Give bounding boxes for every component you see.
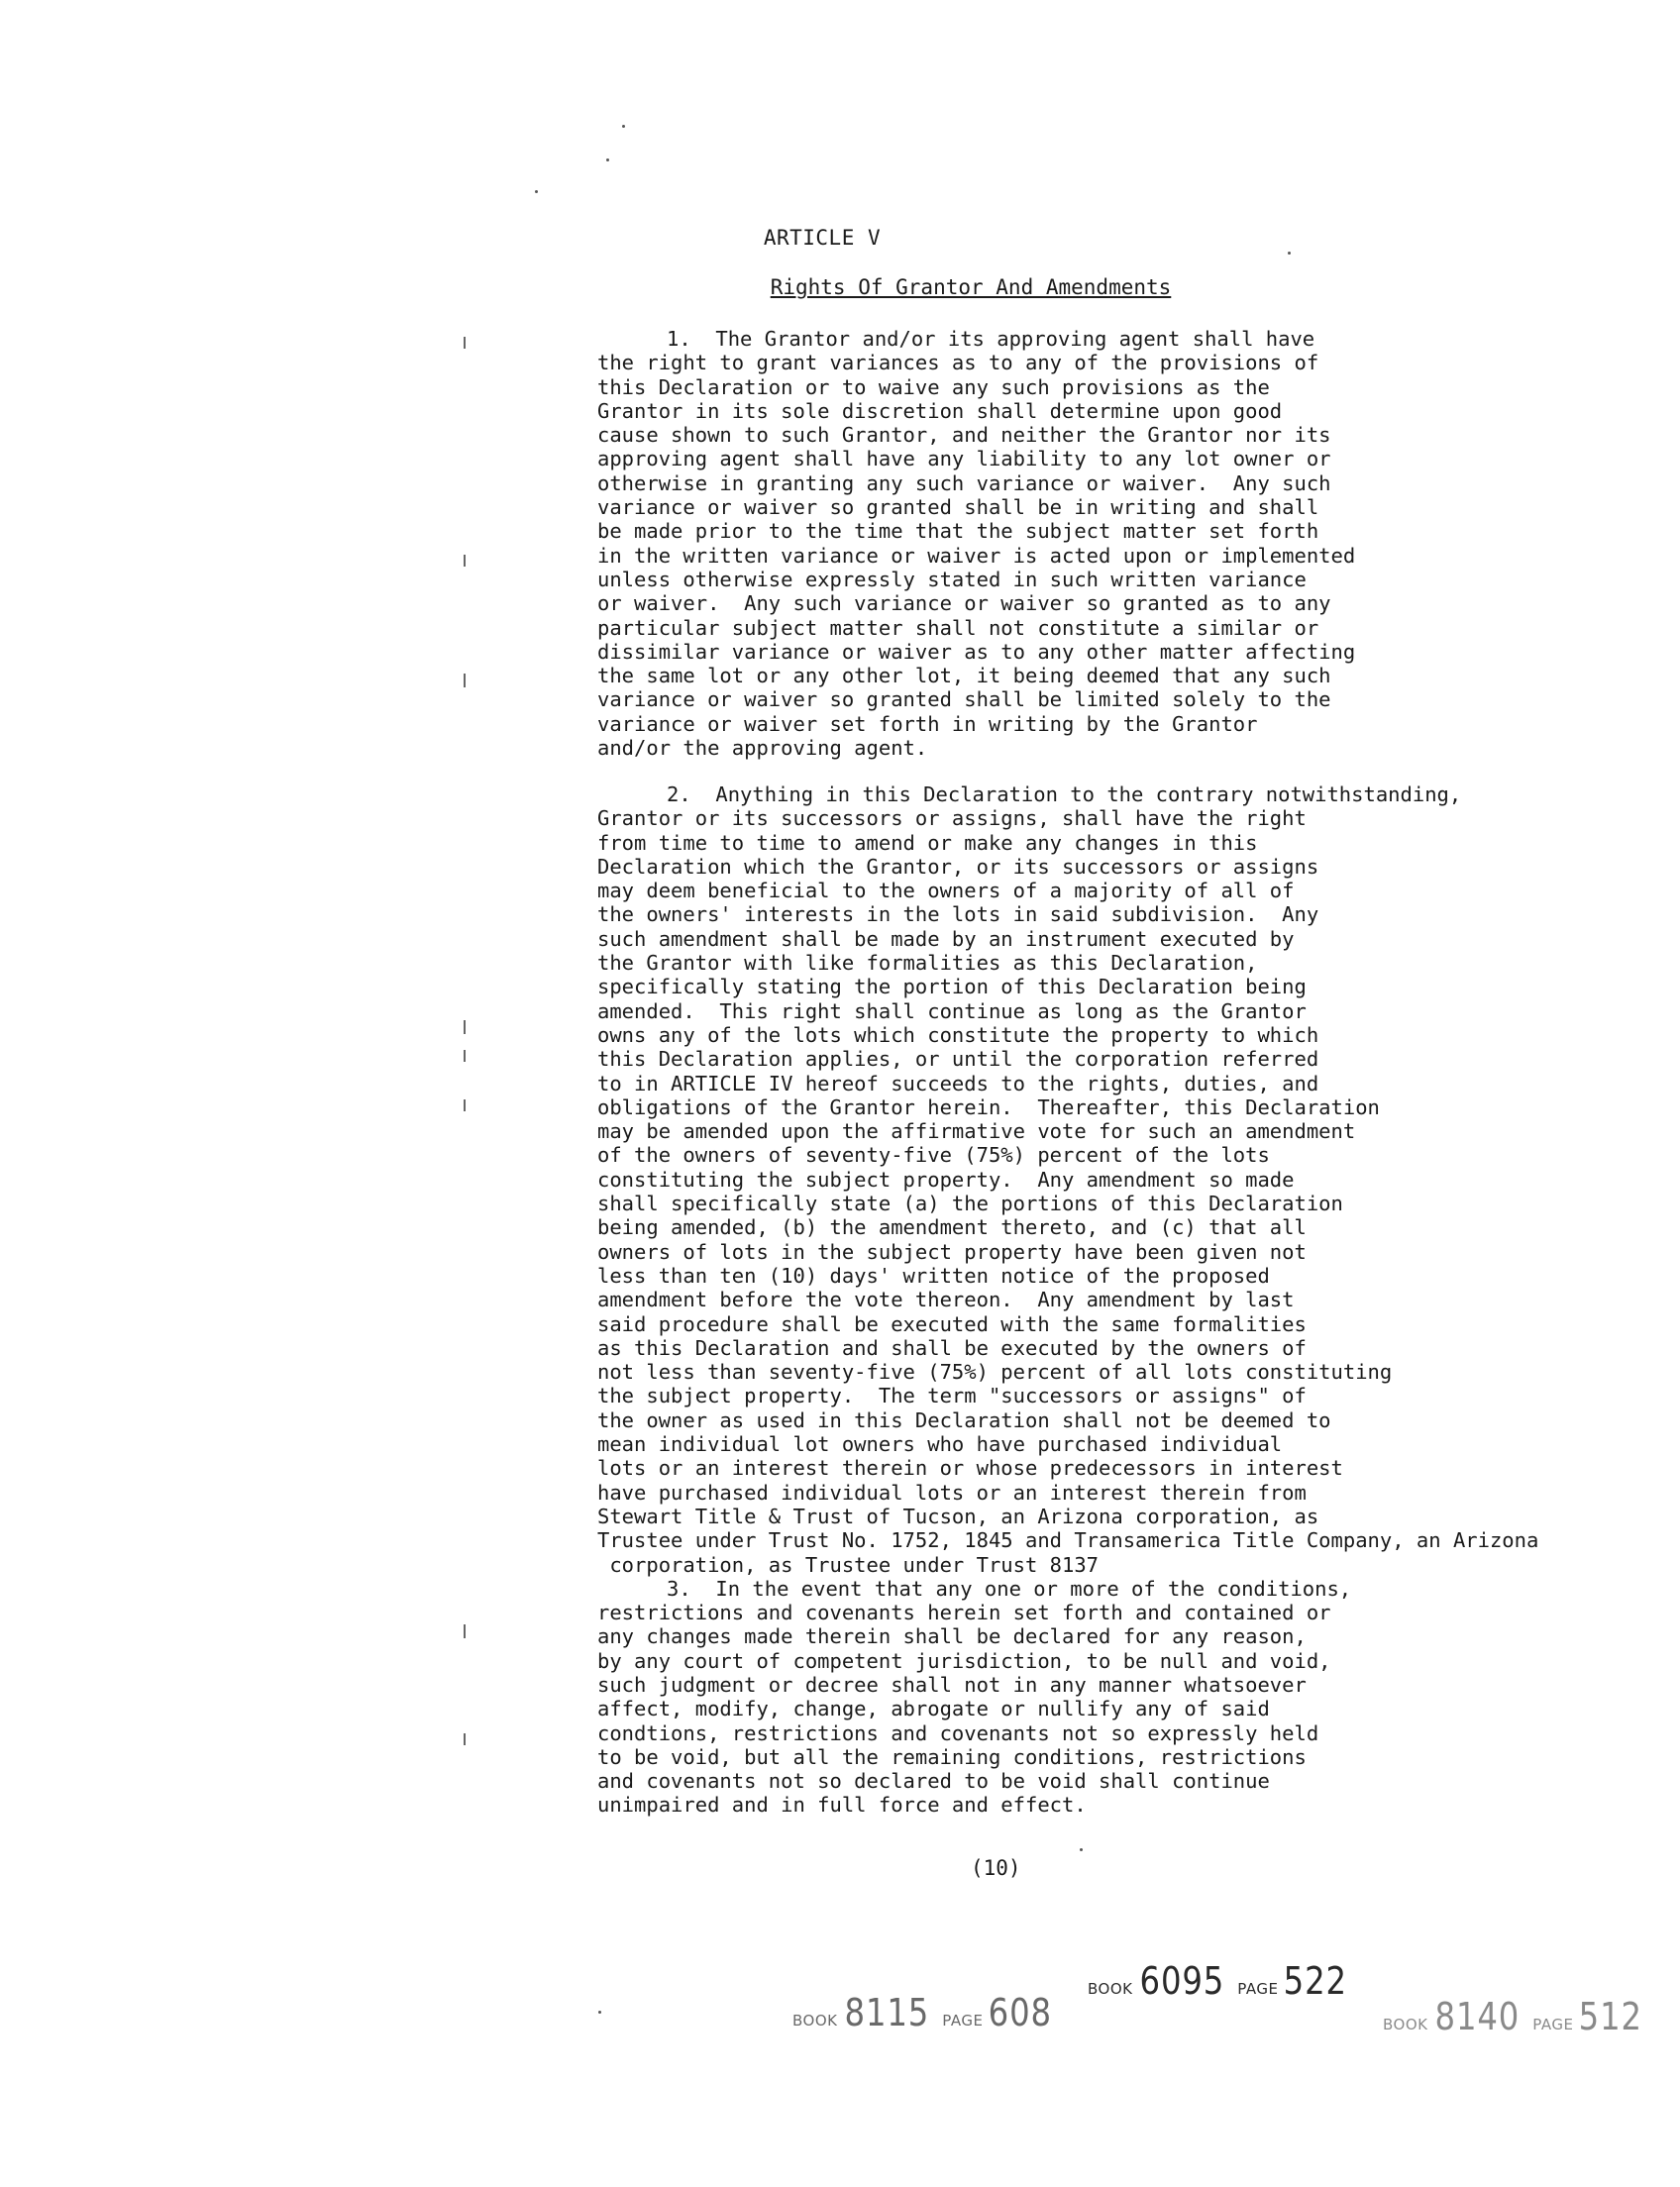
margin-mark (464, 674, 466, 687)
text-line: Grantor or its successors or assigns, shall have the right (597, 806, 1307, 831)
stamp-page-number: 512 (1579, 1995, 1643, 2038)
text-line: owns any of the lots which constitute the property to which (597, 1022, 1319, 1047)
margin-mark (464, 1624, 466, 1638)
text-line: 2. Anything in this Declaration to the contrary notwithstanding, (667, 782, 1462, 806)
stamp-book-number: 8115 (845, 1991, 930, 2034)
text-line: not less than seventy-five (75%) percent of all lots constituting (597, 1360, 1393, 1385)
text-line: condtions, restrictions and covenants not so expressly held (597, 1720, 1319, 1745)
text-line: the Grantor with like formalities as this Declaration, (597, 951, 1258, 976)
recording-stamp-1 (792, 1991, 1058, 2034)
paragraph-1 (597, 327, 1355, 760)
text-line: variance or waiver so granted shall be in writing and shall (597, 495, 1319, 520)
text-line: unimpaired and in full force and effect. (597, 1793, 1087, 1818)
stamp-page-number: 608 (989, 1991, 1053, 2034)
text-line: less than ten (10) days' written notice of the proposed (597, 1263, 1270, 1288)
text-line: such amendment shall be made by an instrument executed by (597, 926, 1295, 951)
stamp-page-prefix: PAGE (1532, 2016, 1574, 2033)
text-line: 3. In the event that any one or more of the conditions, (667, 1576, 1352, 1601)
text-line: may deem beneficial to the owners of a majority of all of (597, 879, 1295, 903)
text-line: as this Declaration and shall be executed by the owners of (597, 1335, 1307, 1360)
text-line: to in ARTICLE IV hereof succeeds to the rights, duties, and (597, 1071, 1319, 1095)
scan-speck (606, 158, 609, 161)
text-line: the same lot or any other lot, it being deemed that any such (597, 664, 1331, 688)
text-line: dissimilar variance or waiver as to any other matter affecting (597, 639, 1356, 664)
stamp-book-prefix: BOOK (1088, 1980, 1133, 1998)
stamp-page-prefix: PAGE (942, 2012, 984, 2030)
stamp-book-prefix: BOOK (792, 2012, 838, 2030)
text-line: such judgment or decree shall not in any manner whatsoever (597, 1672, 1307, 1697)
text-line: corporation, as Trustee under Trust 8137 (597, 1552, 1100, 1577)
text-line: have purchased individual lots or an interest therein from (597, 1480, 1307, 1505)
text-line: being amended, (b) the amendment thereto, and (c) that all (597, 1215, 1307, 1240)
text-line: any changes made therein shall be declared for any reason, (597, 1624, 1307, 1649)
text-line: cause shown to such Grantor, and neither the Grantor nor its (597, 423, 1331, 448)
text-line: be made prior to the time that the subject matter set forth (597, 519, 1319, 544)
text-line: amendment before the vote thereon. Any amendment by last (597, 1288, 1295, 1312)
recording-stamp-2 (1088, 1959, 1353, 2003)
text-line: constituting the subject property. Any amendment so made (597, 1167, 1295, 1192)
text-line: and/or the approving agent. (597, 736, 928, 761)
stamp-book-number: 6095 (1140, 1959, 1225, 2003)
scan-speck (1288, 252, 1291, 255)
text-line: specifically stating the portion of this Declaration being (597, 975, 1307, 999)
text-line: or waiver. Any such variance or waiver so granted as to any (597, 591, 1331, 616)
text-line: the owner as used in this Declaration shall not be deemed to (597, 1407, 1331, 1432)
text-line: Trustee under Trust No. 1752, 1845 and Transamerica Title Company, an Arizona (597, 1528, 1539, 1553)
stamp-page-number: 522 (1284, 1959, 1348, 2003)
paragraph-2 (597, 782, 1538, 1818)
scan-speck (535, 190, 538, 193)
text-line: Stewart Title & Trust of Tucson, an Arizona corporation, as (597, 1504, 1319, 1528)
text-line: the subject property. The term "successors or assigns" of (597, 1384, 1307, 1408)
text-line: owners of lots in the subject property have been given not (597, 1239, 1307, 1264)
article-heading: ARTICLE V (763, 226, 882, 250)
text-line: amended. This right shall continue as long as the Grantor (597, 998, 1307, 1023)
text-line: mean individual lot owners who have purchased individual (597, 1432, 1283, 1457)
article-subheading: Rights Of Grantor And Amendments (770, 275, 1172, 299)
stamp-book-number: 8140 (1435, 1995, 1521, 2038)
text-line: by any court of competent jurisdiction, to be null and void, (597, 1648, 1331, 1673)
text-line: the owners' interests in the lots in said subdivision. Any (597, 902, 1319, 927)
text-line: this Declaration applies, or until the corporation referred (597, 1047, 1319, 1072)
text-line: variance or waiver set forth in writing by the Grantor (597, 711, 1258, 736)
margin-mark (464, 1020, 466, 1034)
margin-mark (464, 1733, 466, 1745)
text-line: to be void, but all the remaining conditions, restrictions (597, 1744, 1307, 1769)
text-line: 1. The Grantor and/or its approving agent shall have (667, 327, 1315, 351)
margin-mark (464, 1050, 466, 1062)
text-line: shall specifically state (a) the portions of this Declaration (597, 1192, 1343, 1216)
margin-mark (464, 555, 466, 567)
stamp-page-prefix: PAGE (1237, 1980, 1279, 1998)
text-line: obligations of the Grantor herein. Thereafter, this Declaration (597, 1094, 1380, 1119)
scan-speck (598, 2011, 601, 2014)
text-line: the right to grant variances as to any of the provisions of (597, 351, 1319, 375)
text-line: variance or waiver so granted shall be limited solely to the (597, 687, 1331, 712)
text-line: approving agent shall have any liability to any lot owner or (597, 447, 1331, 471)
text-line: otherwise in granting any such variance or waiver. Any such (597, 470, 1331, 495)
text-line: in the written variance or waiver is acted upon or implemented (597, 543, 1356, 568)
text-line: particular subject matter shall not constitute a similar or (597, 615, 1319, 640)
margin-mark (464, 1099, 466, 1111)
text-line: unless otherwise expressly stated in such written variance (597, 567, 1307, 591)
text-line: Declaration which the Grantor, or its successors or assigns (597, 854, 1319, 879)
recording-stamp-3 (1383, 1995, 1648, 2038)
margin-mark (464, 337, 466, 349)
text-line: Grantor in its sole discretion shall determine upon good (597, 398, 1283, 423)
text-line: may be amended upon the affirmative vote for such an amendment (597, 1119, 1356, 1144)
text-line: said procedure shall be executed with the same formalities (597, 1311, 1307, 1336)
text-line: this Declaration or to waive any such provisions as the (597, 374, 1270, 399)
text-line: restrictions and covenants herein set forth and contained or (597, 1601, 1331, 1625)
text-line: from time to time to amend or make any changes in this (597, 830, 1258, 855)
text-line: of the owners of seventy-five (75%) percent of the lots (597, 1143, 1270, 1168)
text-line: affect, modify, change, abrogate or nullify any of said (597, 1697, 1270, 1721)
stamp-book-prefix: BOOK (1383, 2016, 1428, 2033)
text-line: lots or an interest therein or whose predecessors in interest (597, 1456, 1343, 1481)
text-line: and covenants not so declared to be void shall continue (597, 1769, 1270, 1794)
scan-speck (1080, 1848, 1083, 1851)
page-number: (10) (971, 1856, 1021, 1880)
scan-speck (622, 125, 625, 128)
